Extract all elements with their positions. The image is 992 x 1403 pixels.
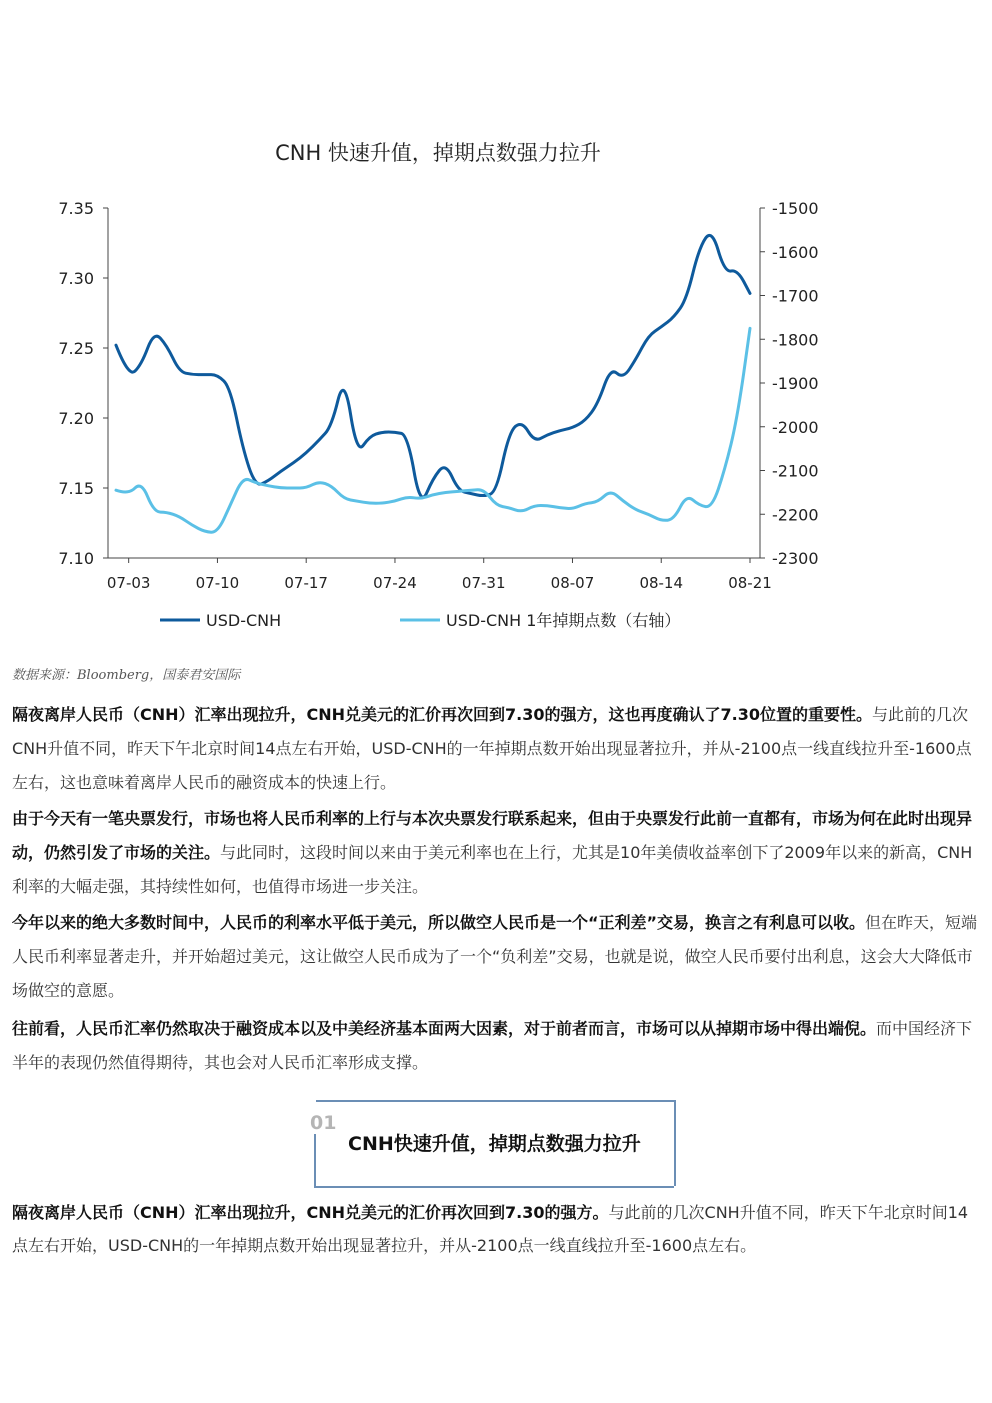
legend-label-1: USD-CNH: [206, 611, 282, 630]
paragraph-3-text: 但在昨天，短端人民币利率显著走升，并开始超过美元，这让做空人民币成为了一个“负利差”交易，也就是说，做空人民币要付出利息，这会大大降低市场做空的意愿。: [12, 913, 978, 1000]
chart-title: CNH 快速升值，掉期点数强力拉升: [275, 141, 601, 165]
paragraph-1: [12, 698, 982, 800]
paragraph-2-text: 与此同时，这段时间以来由于美元利率也在上行，尤其是10年美债收益率创下了2009年以来的新高，CNH利率的大幅走强，其持续性如何，也值得市场进一步关注。: [12, 843, 973, 896]
right-axis-tick-label: -2300: [772, 549, 819, 568]
data-source-note: 数据来源：Bloomberg，国泰君安国际: [12, 668, 241, 683]
paragraph-5-text: 与此前的几次CNH升值不同，昨天下午北京时间14点左右开始，USD-CNH的一年掉期点数开始出现显著拉升，并从-2100点一线直线拉升至-1600点左右。: [12, 1203, 969, 1255]
section-title: CNH快速升值，掉期点数强力拉升: [348, 1133, 641, 1155]
paragraph-1-text: 与此前的几次CNH升值不同，昨天下午北京时间14点左右开始，USD-CNH的一年掉期点数开始出现显著拉升，并从-2100点一线直线拉升至-1600点左右，这也意味着离岸人民币的融资成本的快速上行。: [12, 705, 972, 792]
chart-plot-area: [116, 235, 750, 532]
right-axis-tick-label: -1600: [772, 242, 819, 262]
left-axis-tick-label: 7.30: [58, 269, 94, 288]
legend-label-2: USD-CNH 1年掉期点数（右轴）: [446, 611, 681, 630]
x-axis-tick-label: 07-31: [461, 574, 506, 592]
paragraph-1-bold: 隔夜离岸人民币（CNH）汇率出现拉升，CNH兑美元的汇价再次回到7.30的强方，这也再度确认了7.30位置的重要性。: [12, 705, 873, 724]
paragraph-5: [12, 1196, 982, 1262]
x-axis-tick-label: 07-17: [284, 574, 328, 592]
paragraph-3-bold: 今年以来的绝大多数时间中，人民币的利率水平低于美元，所以做空人民币是一个“正利差”交易，换言之有利息可以收。: [12, 913, 866, 932]
series-line-2: [116, 328, 750, 532]
frame-bottom-edge: [314, 1186, 674, 1188]
paragraph-4-bold: 往前看，人民币汇率仍然取决于融资成本以及中美经济基本面两大因素，对于前者而言，市场可以从掉期市场中得出端倪。: [12, 1019, 877, 1038]
left-axis-tick-label: 7.15: [58, 479, 94, 498]
x-axis-tick-label: 07-03: [106, 574, 151, 592]
right-axis-tick-label: -1900: [772, 374, 819, 393]
right-axis-tick-label: -1500: [772, 199, 819, 218]
paragraph-3: [12, 906, 982, 1008]
paragraph-2-bold: 由于今天有一笔央票发行，市场也将人民币利率的上行与本次央票发行联系起来，但由于央票发行此前一直都有，市场为何在此时出现异动，仍然引发了市场的关注。: [12, 809, 973, 862]
right-axis-tick-label: -1700: [772, 286, 819, 306]
left-axis-tick-label: 7.25: [58, 339, 94, 358]
paragraph-2: [12, 802, 982, 904]
left-axis-tick-label: 7.20: [58, 409, 94, 428]
frame-left-edge: [314, 1132, 316, 1188]
left-axis-tick-label: 7.10: [58, 549, 94, 568]
right-axis-tick-label: -1800: [772, 330, 819, 350]
series-line-1: [116, 235, 750, 497]
right-axis-tick-label: -2000: [772, 417, 819, 437]
left-axis-tick-label: 7.35: [58, 199, 94, 218]
x-axis-tick-label: 08-21: [728, 574, 772, 592]
paragraph-4: [12, 1012, 982, 1080]
x-axis-tick-label: 07-24: [373, 574, 417, 592]
paragraph-5-bold: 隔夜离岸人民币（CNH）汇率出现拉升，CNH兑美元的汇价再次回到7.30的强方。: [12, 1203, 609, 1222]
right-axis-tick-label: -2200: [772, 505, 819, 525]
right-axis-tick-label: -2100: [772, 461, 819, 481]
paragraph-4-text: 而中国经济下半年的表现仍然值得期待，其也会对人民币汇率形成支撑。: [12, 1019, 973, 1072]
chart-axes: [58, 199, 818, 592]
chart-legend: [160, 611, 680, 630]
x-axis-tick-label: 08-07: [550, 574, 595, 592]
x-axis-tick-label: 08-14: [639, 574, 684, 592]
cnh-chart: [0, 120, 992, 650]
x-axis-tick-label: 07-10: [195, 574, 240, 592]
section-number: 01: [306, 1112, 340, 1134]
